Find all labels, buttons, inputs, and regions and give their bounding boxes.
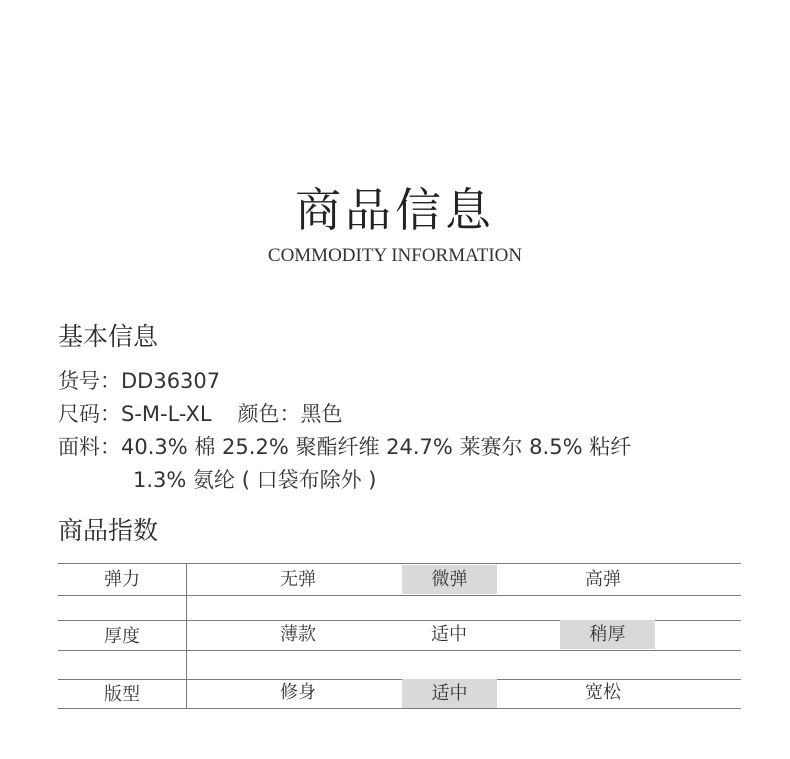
- color-value: 颜色：黑色: [237, 402, 343, 426]
- product-index-heading: 商品指数: [58, 516, 159, 545]
- table-rule: [58, 708, 741, 709]
- option-elasticity-slight-selected: 微弹: [402, 565, 497, 594]
- size-value: 尺码：S-M-L-XL: [58, 402, 212, 426]
- option-fit-slim: 修身: [280, 682, 316, 703]
- table-rule: [58, 563, 741, 564]
- option-elasticity-high: 高弹: [585, 569, 621, 590]
- size-color-line: [58, 399, 343, 429]
- option-fit-loose: 宽松: [585, 682, 621, 703]
- table-divider: [186, 563, 187, 709]
- option-thickness-thin: 薄款: [280, 624, 316, 645]
- option-thickness-thick-selected: 稍厚: [560, 620, 655, 649]
- table-rule: [58, 595, 741, 596]
- option-fit-regular-selected: 适中: [402, 679, 497, 708]
- page-title-en: COMMODITY INFORMATION: [267, 245, 523, 266]
- row-label-elasticity: 弹力: [104, 569, 140, 590]
- option-thickness-medium: 适中: [431, 624, 467, 645]
- fabric-line-2: 1.3% 氨纶 ( 口袋布除外 ): [133, 468, 377, 492]
- product-index-table: [58, 563, 741, 709]
- page-title-cn: 商品信息: [295, 183, 495, 237]
- item-number: 货号：DD36307: [58, 369, 221, 393]
- option-elasticity-none: 无弹: [280, 569, 316, 590]
- fabric-line-1: 面料：40.3% 棉 25.2% 聚酯纤维 24.7% 莱赛尔 8.5% 粘纤: [58, 435, 632, 459]
- table-rule: [58, 650, 741, 651]
- basic-info-heading: 基本信息: [58, 322, 159, 351]
- row-label-fit: 版型: [104, 684, 140, 705]
- row-label-thickness: 厚度: [104, 626, 140, 647]
